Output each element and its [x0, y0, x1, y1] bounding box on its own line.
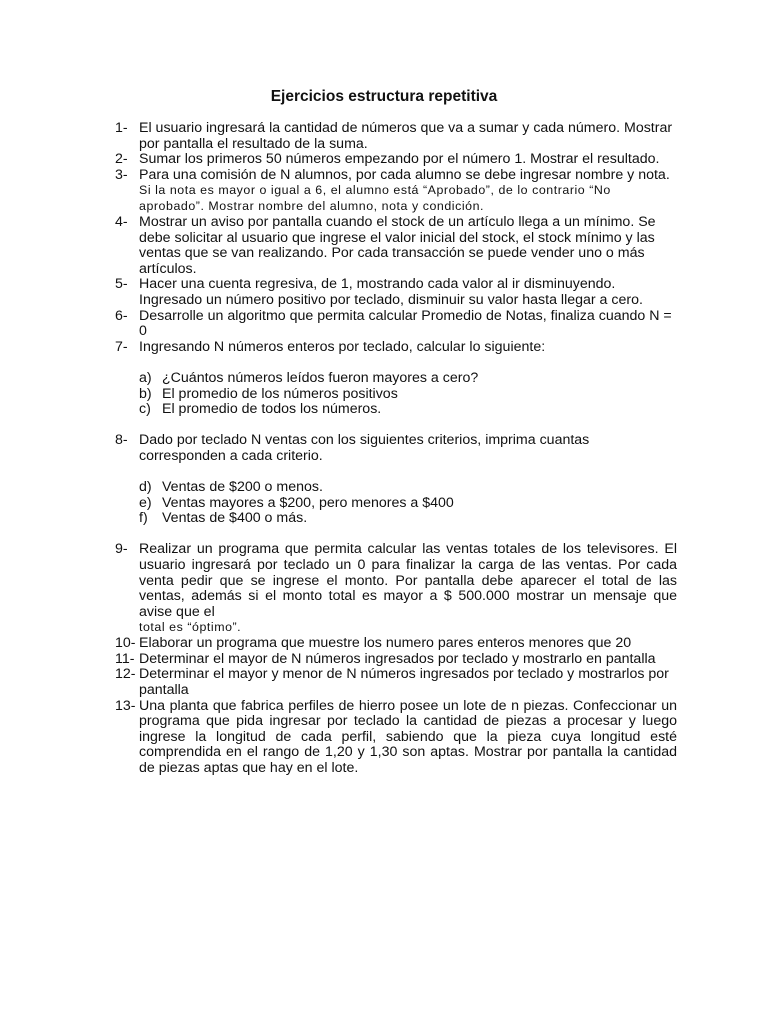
sub-list [115, 371, 677, 418]
sub-item [139, 480, 677, 496]
item-number: 6- [115, 307, 128, 324]
item-number: 3- [115, 166, 128, 183]
sub-list [115, 480, 677, 527]
item-text: Determinar el mayor y menor de N números ingresados por teclado y mostrarlos por pantalla [139, 666, 669, 698]
sub-item-letter: b) [139, 385, 152, 402]
item-number: 11- [115, 650, 135, 667]
item-body [139, 168, 677, 215]
list-item [115, 168, 677, 215]
item-text: Elaborar un programa que muestre los numero pares enteros menores que 20 [139, 635, 632, 652]
item-text: Ingresando N números enteros por teclado, calcular lo siguiente: [139, 338, 546, 355]
list-item [115, 542, 677, 636]
spacer [115, 527, 677, 543]
sub-item-text: El promedio de todos los números. [162, 401, 382, 418]
spacer [115, 418, 677, 434]
list-item [115, 667, 677, 698]
sub-item-letter: c) [139, 401, 151, 418]
sub-item [139, 511, 677, 527]
sub-item-letter: d) [139, 479, 152, 496]
item-number: 9- [115, 541, 128, 558]
item-text-small: Si la nota es mayor o igual a 6, el alumno está “Aprobado”, de lo contrario “No aprobado”. Mostrar nombre del alumno, nota y condición. [139, 183, 611, 214]
spacer [115, 464, 677, 480]
list-item [115, 121, 677, 152]
sub-item [139, 496, 677, 512]
list-item [115, 699, 677, 777]
sub-item-text: Ventas mayores a $200, pero menores a $400 [162, 494, 454, 511]
item-text: Determinar el mayor de N números ingresados por teclado y mostrarlo en pantalla [139, 650, 656, 667]
item-text: El usuario ingresará la cantidad de números que va a sumar y cada número. Mostrar por pantalla el resultado de la suma. [139, 120, 673, 152]
sub-item [139, 402, 677, 418]
item-body [139, 542, 677, 636]
sub-item-text: El promedio de los números positivos [162, 385, 398, 402]
item-number: 1- [115, 120, 128, 136]
item-number: 7- [115, 338, 128, 355]
item-text: Realizar un programa que permita calcular las ventas totales de los televisores. El usuario ingresará por teclado un 0 para finalizar la carga de las ventas. Por cada venta pedir que se ingrese el monto. Por pantalla debe aparecer el total de las ventas, además si el monto total es mayor a $ 500.000 mostrar un mensaje que avise que el [139, 541, 677, 620]
item-text: Hacer una cuenta regresiva, de 1, mostrando cada valor al ir disminuyendo. [139, 276, 616, 293]
item-text: Para una comisión de N alumnos, por cada alumno se debe ingresar nombre y nota. [139, 166, 670, 183]
item-number: 4- [115, 213, 128, 230]
item-number: 8- [115, 432, 128, 449]
sub-item [139, 371, 677, 387]
item-text: Ingresado un número positivo por teclado, disminuir su valor hasta llegar a cero. [139, 291, 643, 308]
item-text: Sumar los primeros 50 números empezando por el número 1. Mostrar el resultado. [139, 151, 660, 168]
spacer [115, 355, 677, 371]
sub-item-text: Ventas de $200 o menos. [162, 479, 323, 496]
sub-item-letter: a) [139, 369, 152, 386]
exercise-list [115, 121, 677, 777]
list-item [115, 277, 677, 308]
sub-item-letter: e) [139, 494, 152, 511]
item-text-small: total es “óptimo”. [139, 620, 242, 635]
item-number: 13- [115, 697, 136, 714]
sub-item [139, 387, 677, 403]
page-title: Ejercicios estructura repetitiva [270, 88, 498, 105]
item-number: 5- [115, 276, 128, 293]
item-number: 12- [115, 666, 136, 683]
item-text: Desarrolle un algoritmo que permita calcular Promedio de Notas, finaliza cuando N = 0 [139, 307, 672, 340]
item-body [139, 277, 677, 308]
list-item [115, 433, 677, 464]
item-text: Una planta que fabrica perfiles de hierro posee un lote de n piezas. Confeccionar un programa que pida ingresar por teclado la cantidad de piezas a procesar y luego ingrese la longitud de cada perfil, sabiendo que la pieza cuya longitud esté comprendida en el rango de 1,20 y 1,30 son aptas. Mostrar por pantalla la cantidad de piezas aptas que hay en el lote. [139, 697, 677, 776]
item-number: 10- [115, 635, 136, 652]
sub-item-text: Ventas de $400 o más. [162, 510, 308, 527]
item-text: Mostrar un aviso por pantalla cuando el stock de un artículo llega a un mínimo. Se debe solicitar al usuario que ingrese el valor inicial del stock, el stock mínimo y las ventas que se van realizando. Por cada transacción se puede vender uno o más artículos. [139, 213, 656, 277]
list-item [115, 215, 677, 277]
sub-item-text: ¿Cuántos números leídos fueron mayores a cero? [162, 369, 479, 386]
list-item [115, 652, 677, 668]
list-item [115, 152, 677, 168]
item-text: Dado por teclado N ventas con los siguientes criterios, imprima cuantas corresponden a cada criterio. [139, 432, 590, 464]
list-item [115, 636, 677, 652]
list-item [115, 340, 677, 356]
sub-item-letter: f) [139, 510, 148, 527]
list-item [115, 309, 677, 340]
item-number: 2- [115, 151, 128, 168]
